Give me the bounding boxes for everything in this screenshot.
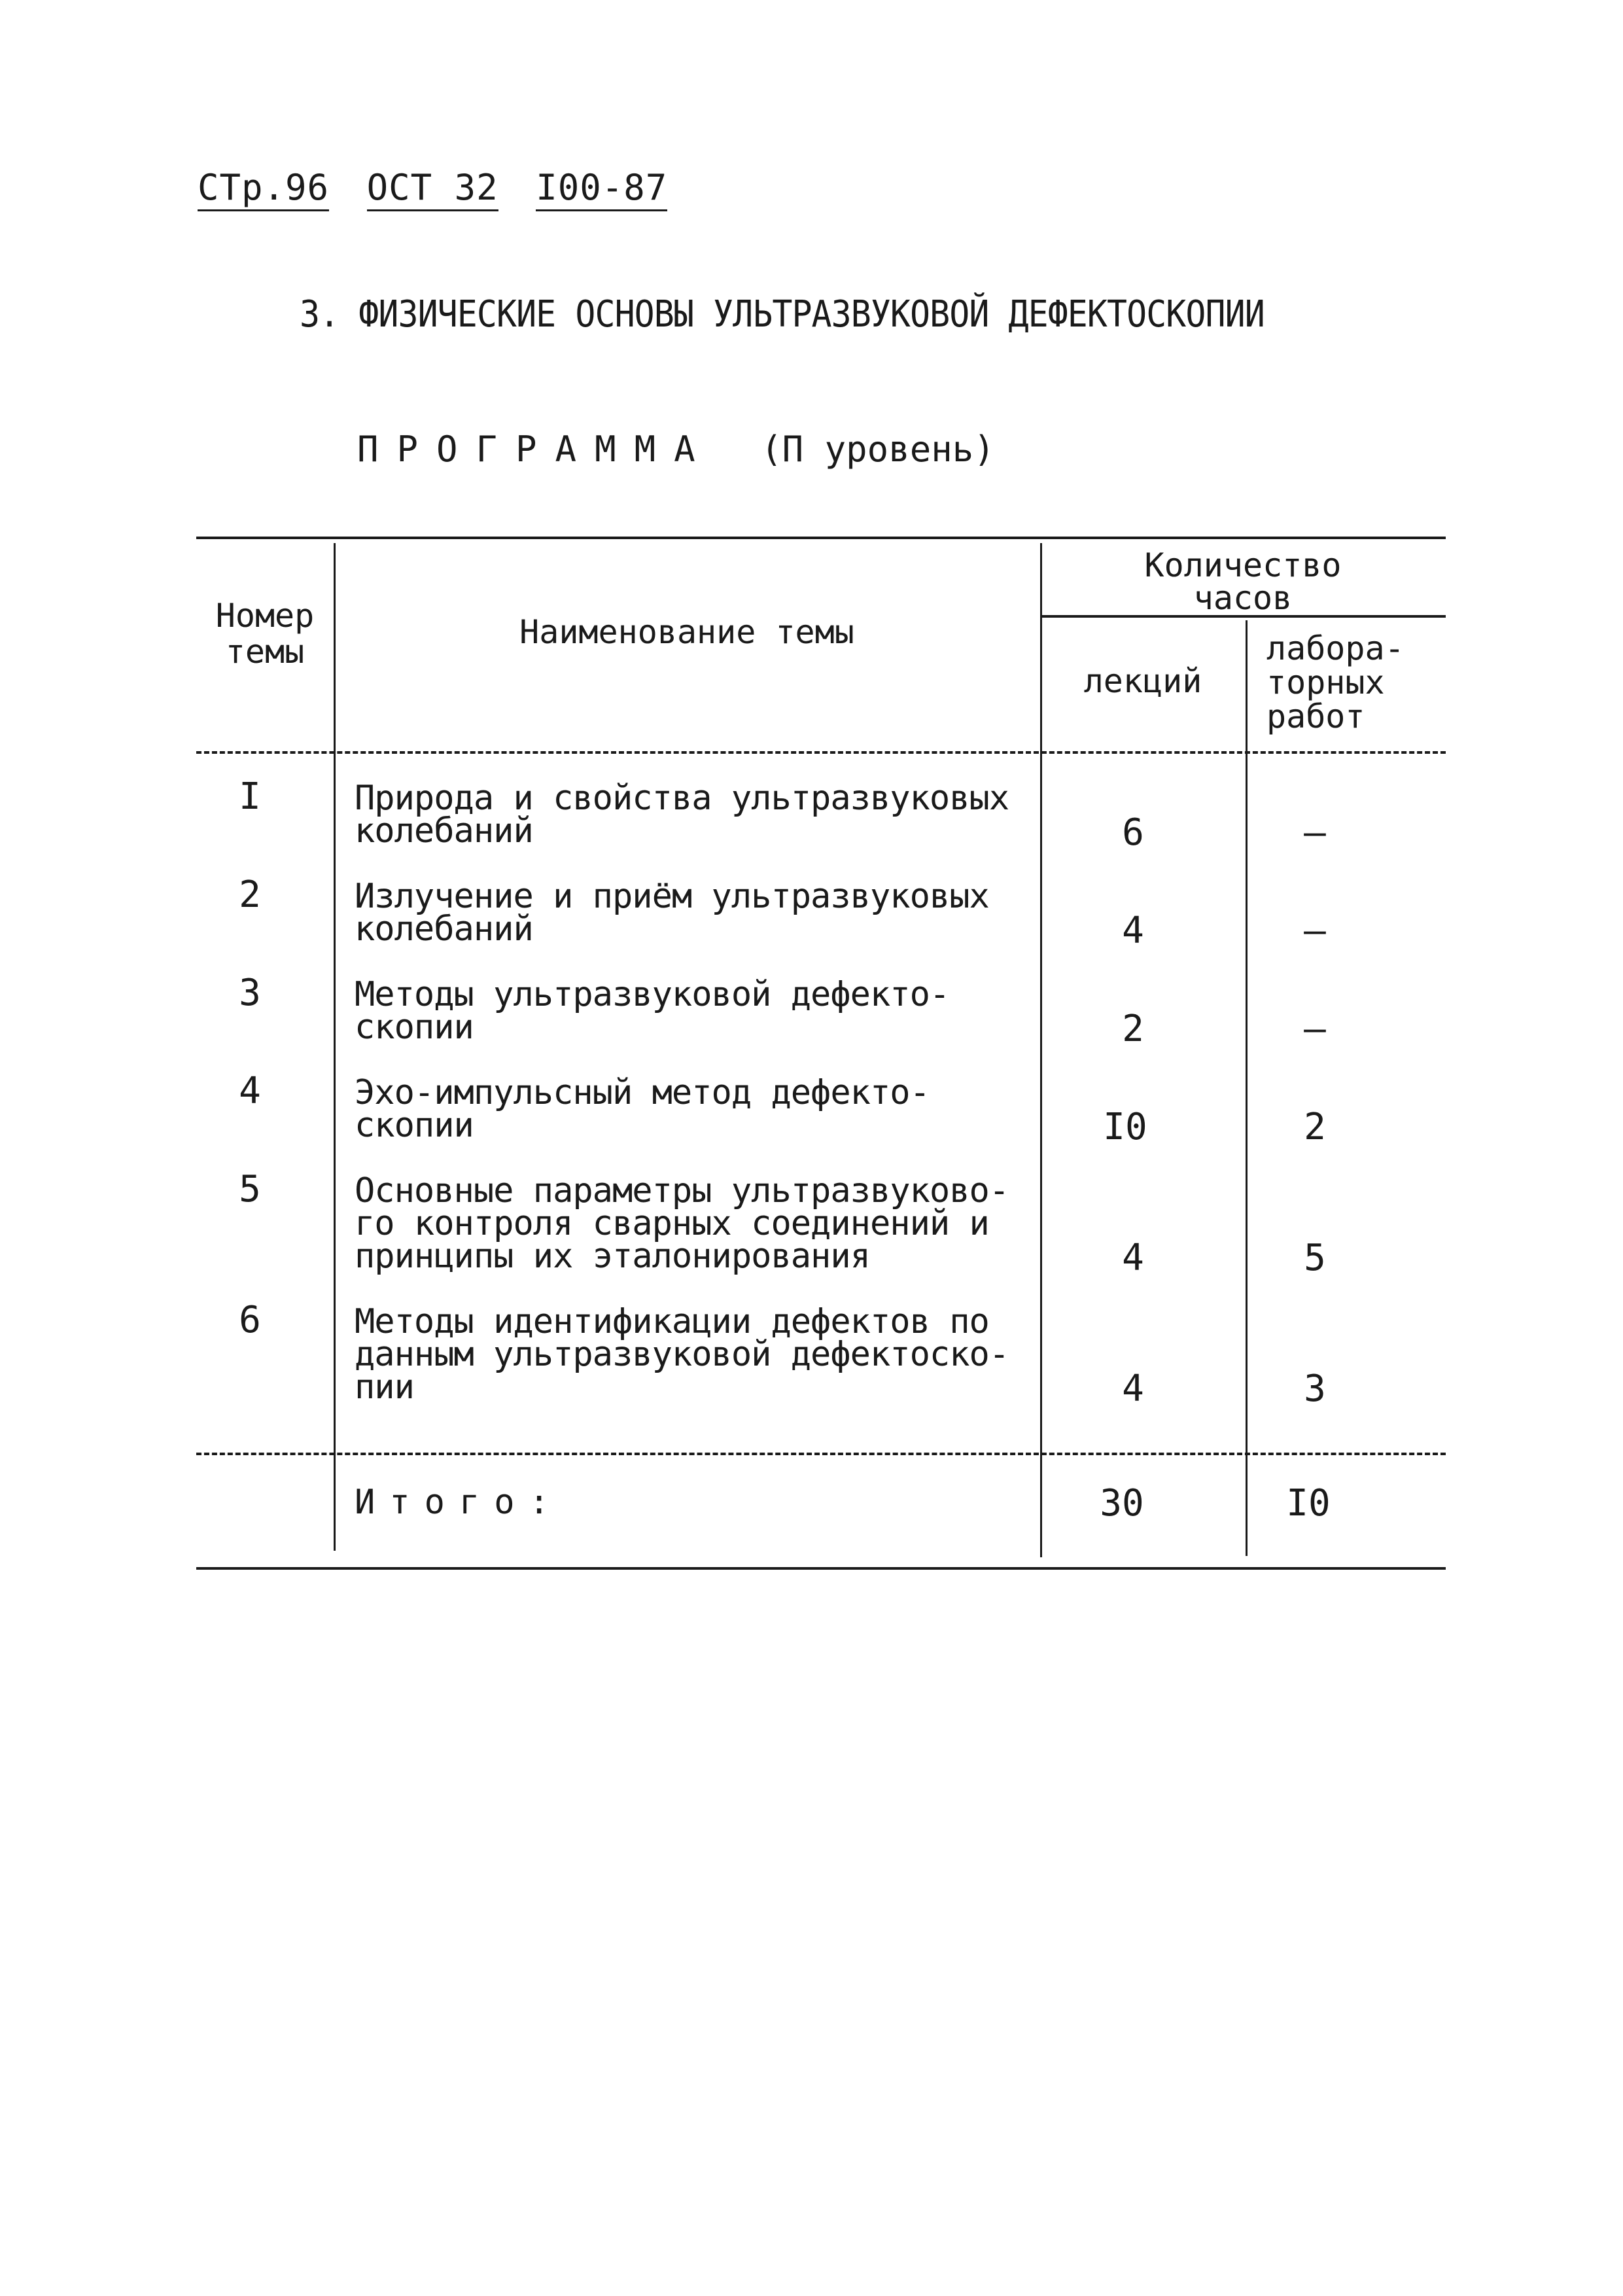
col-labs-header-line1: лабора- [1266,629,1405,667]
row-6-number: 6 [239,1299,261,1341]
row-1-number: I [239,775,261,818]
row-4-number: 4 [239,1070,261,1112]
row-6-lectures: 4 [1122,1368,1144,1410]
page-number: СТр.96 [198,167,329,211]
row-1-lectures: 6 [1122,811,1144,854]
standard-number: I00-87 [536,167,667,211]
row-5-name: Основные параметры ультразвуково-го контроля сварных соединений и принципы их эталонирования [355,1171,1009,1276]
program-title [357,429,995,470]
col-number-header-line2: темы [225,633,305,671]
row-3-labs: – [1304,1008,1326,1050]
col-lectures-header: лекций [1083,662,1202,700]
row-1-labs: – [1304,811,1326,854]
row-2-number: 2 [239,874,261,916]
header-bottom-rule [196,751,1446,754]
row-4-lectures: I0 [1103,1106,1147,1148]
program-word: ПРОГРАММА [357,429,714,470]
row-2-name: Излучение и приём ультразвуковых колебаний [355,877,989,949]
col-hours-header-line2: часов [1193,579,1293,617]
row-6-labs: 3 [1304,1368,1326,1410]
col-labs-header-line2: торных [1266,663,1385,701]
standard-code: ОСТ 32 [367,167,498,211]
col-labs-header-line3: работ [1266,698,1365,735]
row-3-lectures: 2 [1122,1008,1144,1050]
row-2-lectures: 4 [1122,910,1144,952]
row-5-labs: 5 [1304,1237,1326,1279]
col-name-header: Наименование темы [519,613,854,651]
row-4-labs: 2 [1304,1106,1326,1148]
table-bottom-rule [196,1567,1446,1570]
row-6-name: Методы идентификации дефектов по данным ультразвуковой дефектоско-пии [355,1302,1009,1407]
col-hours-header-line1: Количество [1144,546,1342,584]
row-1-name: Природа и свойства ультразвуковых колебаний [355,779,1009,851]
total-label: Итого: [355,1483,564,1522]
divider-lectures-labs [1246,620,1248,1556]
total-lectures: 30 [1100,1482,1144,1525]
page-header [198,167,683,211]
row-3-name: Методы ультразвуковой дефекто-скопии [355,975,950,1047]
divider-number-name [334,543,336,1551]
row-4-name: Эхо-импульсный метод дефекто-скопии [355,1073,930,1145]
row-5-lectures: 4 [1122,1237,1144,1279]
total-top-rule [196,1453,1446,1455]
program-level: (П уровень) [761,429,995,470]
row-2-labs: – [1304,910,1326,952]
table-top-rule [196,537,1446,539]
row-3-number: 3 [239,972,261,1014]
col-number-header-line1: Номер [215,597,315,635]
total-labs: I0 [1286,1482,1331,1525]
section-title: 3. ФИЗИЧЕСКИЕ ОСНОВЫ УЛЬТРАЗВУКОВОЙ ДЕФЕКТОСКОПИИ [300,293,1265,336]
row-5-number: 5 [239,1168,261,1210]
